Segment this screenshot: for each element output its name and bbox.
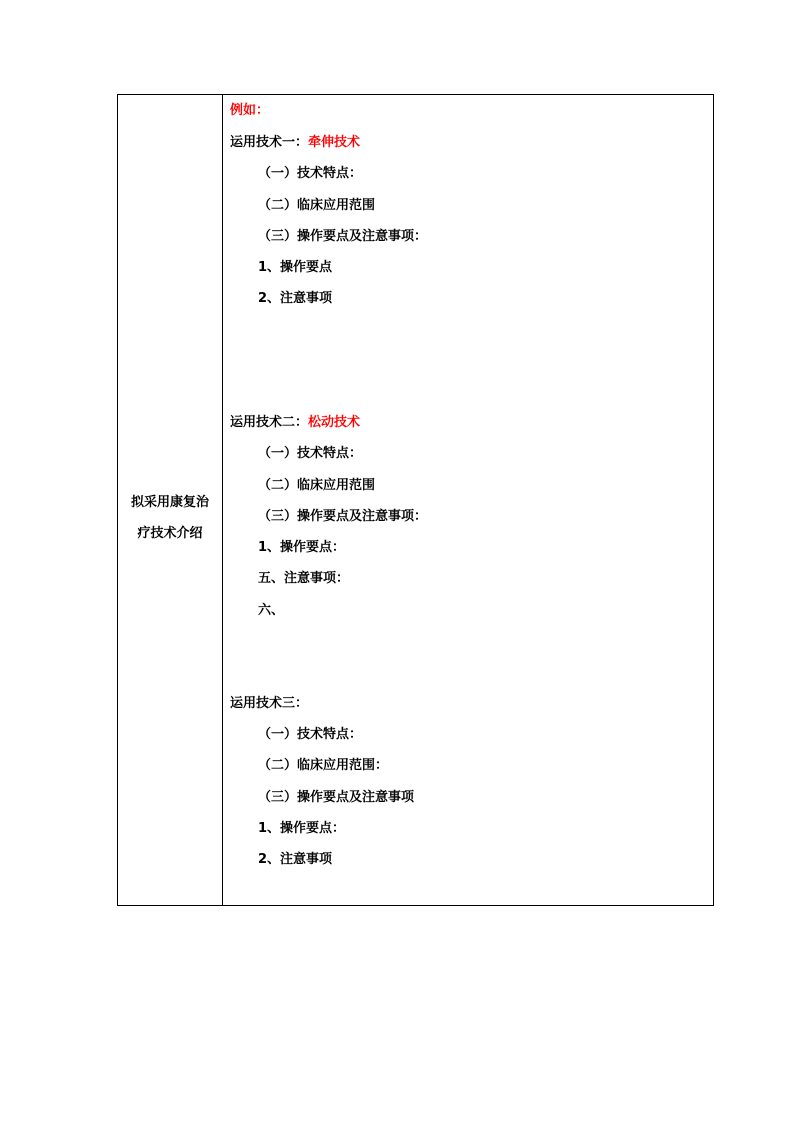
technique-2-item: 五、注意事项： xyxy=(258,571,350,586)
technique-3-item: （二）临床应用范围： xyxy=(258,758,389,773)
technique-3-item: 1、操作要点： xyxy=(258,821,346,836)
content-cell xyxy=(223,95,713,905)
example-title: 例如： xyxy=(230,103,270,118)
row-label xyxy=(118,487,222,549)
technique-2-item: （三）操作要点及注意事项： xyxy=(258,509,428,524)
technique-1-name: 牵伸技术 xyxy=(308,135,361,150)
form-table xyxy=(117,94,714,906)
technique-1-item: 1、操作要点 xyxy=(258,260,333,275)
label-cell xyxy=(118,95,223,905)
technique-1-item: （二）临床应用范围 xyxy=(258,198,376,213)
technique-1-heading xyxy=(230,135,360,151)
technique-2-item: （一）技术特点： xyxy=(258,446,363,461)
technique-2-heading xyxy=(230,415,360,431)
technique-3-item: （一）技术特点： xyxy=(258,727,363,742)
technique-3-prefix: 运用技术三： xyxy=(230,696,309,711)
technique-2-prefix: 运用技术二： xyxy=(230,415,309,430)
technique-1-item: （三）操作要点及注意事项： xyxy=(258,229,428,244)
row-label-line-1: 拟采用康复治 xyxy=(130,495,209,510)
technique-2-item: （二）临床应用范围 xyxy=(258,478,376,493)
technique-1-item: （一）技术特点： xyxy=(258,166,363,181)
technique-1-prefix: 运用技术一： xyxy=(230,135,309,150)
technique-2-item: 1、操作要点： xyxy=(258,540,346,555)
technique-1-item: 2、注意事项 xyxy=(258,291,333,306)
technique-2-name: 松动技术 xyxy=(308,415,361,430)
technique-3-item: 2、注意事项 xyxy=(258,852,333,867)
technique-3-item: （三）操作要点及注意事项 xyxy=(258,790,415,805)
technique-2-item: 六、 xyxy=(258,603,285,618)
technique-3-heading xyxy=(230,696,308,712)
row-label-line-2: 疗技术介绍 xyxy=(137,526,203,541)
